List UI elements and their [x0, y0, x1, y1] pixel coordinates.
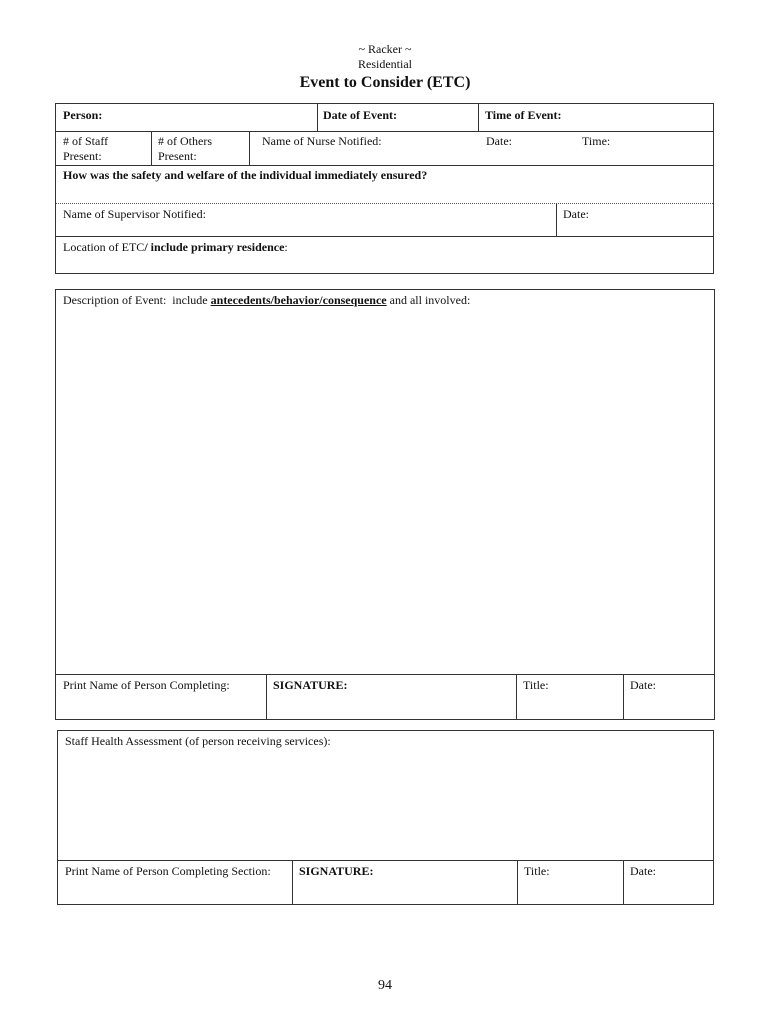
- description-section: [55, 289, 715, 720]
- health-assessment-section: [57, 730, 714, 905]
- staff-present-field[interactable]: [56, 131, 151, 165]
- date-field[interactable]: Date:: [630, 678, 656, 692]
- location-label-colon: :: [284, 240, 288, 254]
- location-label: Location of ETC: [63, 240, 145, 254]
- division-name: Residential: [358, 57, 412, 71]
- staff-present-label: # of Staff: [63, 134, 109, 148]
- title-field[interactable]: Title:: [523, 678, 549, 692]
- col-divider: [249, 131, 250, 165]
- time-of-event-field[interactable]: Time of Event:: [485, 108, 562, 122]
- safety-question-field[interactable]: How was the safety and welfare of the individual immediately ensured?: [63, 168, 428, 182]
- description-emphasis: antecedents/behavior/consequence: [210, 293, 387, 307]
- signature-field[interactable]: SIGNATURE:: [273, 678, 348, 692]
- others-present-label-2: Present:: [158, 149, 197, 163]
- supervisor-date-field[interactable]: Date:: [563, 207, 589, 221]
- health-print-name-field[interactable]: Print Name of Person Completing Section:: [65, 864, 271, 878]
- form-title: Event to Consider (ETC): [299, 74, 471, 91]
- form-header: [0, 42, 770, 93]
- health-signature-field[interactable]: SIGNATURE:: [299, 864, 374, 878]
- supervisor-notified-field[interactable]: Name of Supervisor Notified:: [63, 207, 206, 221]
- person-field[interactable]: Person:: [63, 108, 103, 122]
- location-field[interactable]: [56, 236, 713, 273]
- print-name-field[interactable]: Print Name of Person Completing:: [63, 678, 230, 692]
- description-textarea[interactable]: [56, 290, 714, 674]
- staff-present-label-2: Present:: [63, 149, 102, 163]
- location-label-bold: / include primary residence: [144, 240, 285, 254]
- description-label: Description of Event: include: [63, 293, 211, 307]
- page-number: 94: [378, 978, 392, 993]
- description-label-suffix: and all involved:: [386, 293, 471, 307]
- health-title-field[interactable]: Title:: [524, 864, 550, 878]
- health-date-field[interactable]: Date:: [630, 864, 656, 878]
- org-name: ~ Racker ~: [358, 42, 412, 56]
- nurse-notified-field[interactable]: Name of Nurse Notified:: [262, 134, 382, 148]
- health-assessment-textarea[interactable]: Staff Health Assessment (of person receiving services):: [65, 734, 331, 748]
- nurse-time-field[interactable]: Time:: [582, 134, 611, 148]
- nurse-date-field[interactable]: Date:: [486, 134, 512, 148]
- others-present-field[interactable]: [151, 131, 249, 165]
- date-of-event-field[interactable]: Date of Event:: [323, 108, 397, 122]
- others-present-label: # of Others: [158, 134, 212, 148]
- event-info-table: [55, 103, 714, 274]
